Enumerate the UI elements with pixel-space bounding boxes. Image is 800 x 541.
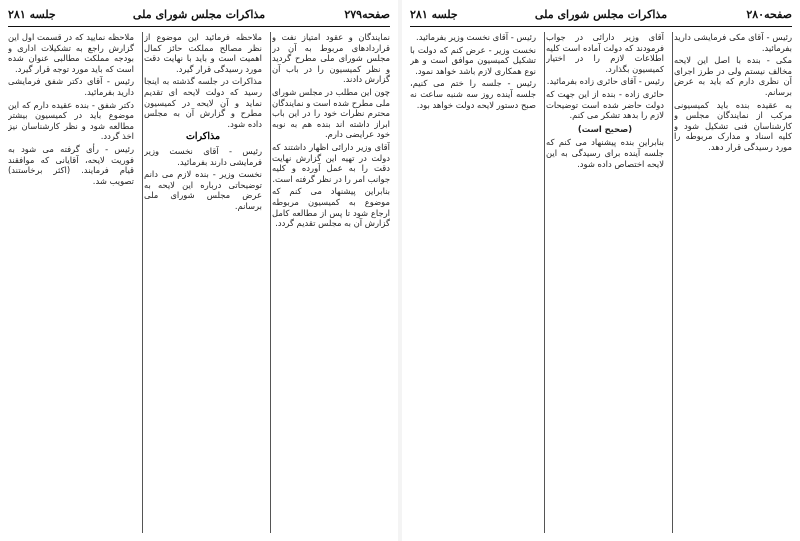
column-divider	[270, 32, 271, 533]
paragraph: دکتر شفق - بنده عقیده دارم که این موضوع باید در کمیسیون بیشتر مطالعه شود و نظر کارشناسان نیز اخذ گردد.	[8, 99, 134, 142]
text-column-2	[144, 32, 262, 533]
vote-note: (صحیح است)	[577, 123, 633, 134]
paragraph: مکی - بنده با اصل این لایحه مخالف نیستم ولی در طرز اجرای آن نظری دارم که باید به عرض برسانم.	[674, 55, 792, 97]
paragraph: بنابراین بنده پیشنهاد می کنم که جلسه آینده برای رسیدگی به این لایحه اختصاص داده شود.	[546, 137, 664, 169]
paragraph: مذاکرات در جلسه گذشته به اینجا رسید که دولت لایحه ای تقدیم نماید و آن لایحه در کمیسیون مطرح و گزارش آن به مجلس داده شود.	[144, 76, 262, 129]
page-header	[410, 8, 792, 24]
right-page	[402, 0, 800, 541]
paragraph: رئیس - آقای مکی فرمایشی دارید بفرمائید.	[674, 32, 792, 53]
text-column-3	[8, 32, 134, 533]
session-number: جلسه ۲۸۱	[410, 8, 458, 21]
header-rule	[8, 26, 390, 27]
paragraph: رئیس - جلسه را ختم می کنیم، جلسه آینده روز سه شنبه ساعت نه صبح دستور لایحه دولت خواهد بود.	[410, 78, 536, 110]
paragraph: رئیس - آقای نخست وزیر فرمایشی دارند بفرمائید.	[144, 145, 262, 167]
paragraph: رئیس - آقای حائری زاده بفرمائید.	[546, 76, 664, 87]
paragraph: به عقیده بنده باید کمیسیونی مرکب از نمایندگان مجلس و کارشناسان فنی تشکیل شود و کلیه اسناد و مدارک مربوطه را مورد رسیدگی قرار دهد.	[674, 99, 792, 152]
text-column-1	[272, 32, 390, 533]
page-number: صفحه۲۷۹	[344, 8, 390, 21]
paragraph: چون این مطلب در مجلس شورای ملی مطرح شده است و نمایندگان محترم نظرات خود را در این باب ابراز داشته اند بنده هم به نوبه خود عرایضی دارم.	[272, 86, 390, 140]
paragraph: بنابراین پیشنهاد می کنم که موضوع به کمیسیون مربوطه ارجاع شود تا پس از مطالعه کامل گزارش آن به مجلس تقدیم گردد.	[272, 186, 390, 229]
paragraph: آقای وزیر دارائی اظهار داشتند که دولت در تهیه این گزارش نهایت دقت را به عمل آورده و کلیه جوانب امر را در نظر گرفته است.	[272, 141, 390, 184]
column-divider	[142, 32, 143, 533]
paragraph: آقای وزیر دارائی در جواب فرمودند که دولت آماده است کلیه اطلاعات لازم را در اختیار کمیسیون بگذارد.	[546, 32, 664, 74]
header-rule	[410, 26, 792, 27]
text-column-1	[674, 32, 792, 533]
text-column-3	[410, 32, 536, 533]
left-page	[0, 0, 398, 541]
running-title: مذاکرات مجلس شورای ملی	[132, 8, 266, 21]
session-number: جلسه ۲۸۱	[8, 8, 56, 21]
paragraph: ملاحظه فرمائید این موضوع از نظر مصالح مملکت حائز کمال اهمیت است و باید با نهایت دقت مورد رسیدگی قرار گیرد.	[144, 32, 262, 74]
paragraph: نخست وزیر - عرض کنم که دولت با تشکیل کمیسیون موافق است و هر نوع همکاری لازم باشد خواهد نمود.	[410, 44, 536, 76]
paragraph: نمایندگان و عقود امتیاز نفت و قراردادهای مربوط به آن در مجلس شورای ملی مطرح گردید و نظر کمیسیون را در باب آن گزارش دادند.	[272, 32, 390, 85]
paragraph: رئیس - رأی گرفته می شود به فوریت لایحه، آقایانی که موافقند قیام فرمایند. (اکثر برخاستند) تصویب شد.	[8, 143, 134, 186]
page-number: صفحه۲۸۰	[746, 8, 792, 21]
paragraph: ملاحظه نمایید که در قسمت اول این گزارش راجع به تشکیلات اداری و بودجه مملکت مطالبی عنوان شده است که باید مورد توجه قرار گیرد.	[8, 32, 134, 74]
section-heading: مذاکرات	[185, 131, 221, 143]
paragraph: حائری زاده - بنده از این جهت که دولت حاضر شده است توضیحات لازم را بدهد تشکر می کنم.	[546, 88, 664, 121]
paragraph: نخست وزیر - بنده لازم می دانم توضیحاتی درباره این لایحه به عرض مجلس شورای ملی برسانم.	[144, 169, 262, 211]
column-divider	[544, 32, 545, 533]
paragraph: رئیس - آقای دکتر شفق فرمایشی دارید بفرمائید.	[8, 76, 134, 97]
running-title: مذاکرات مجلس شورای ملی	[534, 8, 668, 21]
paragraph: رئیس - آقای نخست وزیر بفرمائید.	[416, 32, 536, 42]
page-header	[8, 8, 390, 24]
text-column-2	[546, 32, 664, 533]
column-divider	[672, 32, 673, 533]
